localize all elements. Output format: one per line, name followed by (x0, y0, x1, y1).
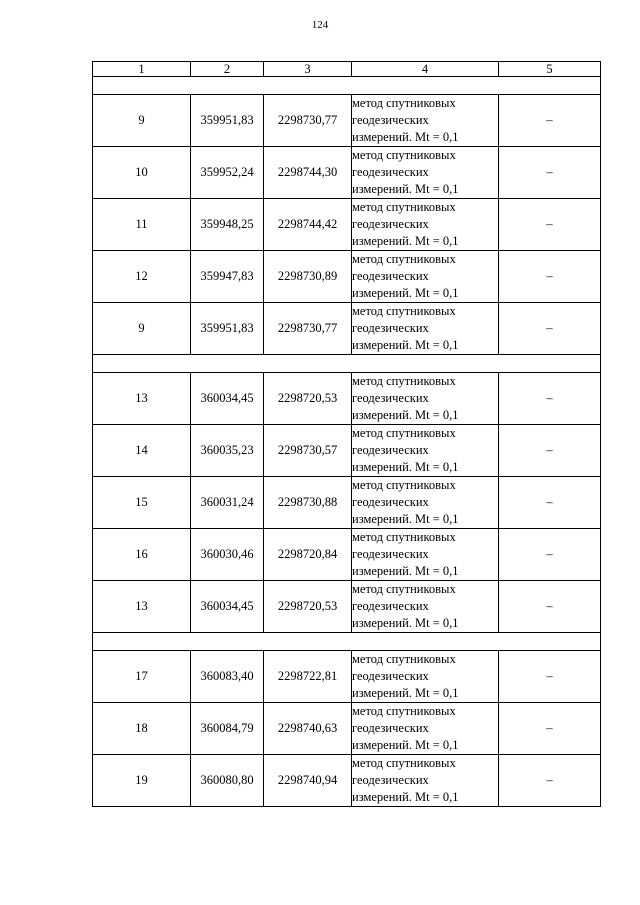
y-coordinate-cell: 2298720,53 (264, 373, 352, 425)
method-line: метод спутниковых (352, 478, 456, 492)
x-coordinate-cell: 359947,83 (191, 251, 264, 303)
table-row (93, 147, 601, 199)
note-cell: – (499, 651, 601, 703)
column-header-3: 3 (264, 62, 352, 77)
method-line: измерений. Mt = 0,1 (352, 738, 459, 752)
point-number-cell: 10 (93, 147, 191, 199)
table-row (93, 303, 601, 355)
method-line: геодезических (352, 547, 429, 561)
method-line: метод спутниковых (352, 200, 456, 214)
method-cell (352, 147, 499, 199)
method-line: метод спутниковых (352, 756, 456, 770)
group-separator-row (93, 77, 601, 95)
group-separator-cell (93, 355, 601, 373)
table-row (93, 477, 601, 529)
method-line: измерений. Mt = 0,1 (352, 182, 459, 196)
x-coordinate-cell: 360084,79 (191, 703, 264, 755)
y-coordinate-cell: 2298730,57 (264, 425, 352, 477)
method-line: измерений. Mt = 0,1 (352, 130, 459, 144)
method-line: измерений. Mt = 0,1 (352, 338, 459, 352)
coordinates-table-body (93, 62, 601, 807)
coordinates-table (92, 61, 601, 807)
y-coordinate-cell: 2298730,77 (264, 303, 352, 355)
note-cell: – (499, 303, 601, 355)
method-line: геодезических (352, 321, 429, 335)
table-row (93, 373, 601, 425)
y-coordinate-cell: 2298722,81 (264, 651, 352, 703)
point-number-cell: 16 (93, 529, 191, 581)
table-row (93, 651, 601, 703)
table-header-row (93, 62, 601, 77)
table-row (93, 529, 601, 581)
group-separator-cell (93, 77, 601, 95)
note-cell: – (499, 755, 601, 807)
method-cell (352, 703, 499, 755)
column-header-1: 1 (93, 62, 191, 77)
method-line: измерений. Mt = 0,1 (352, 790, 459, 804)
point-number-cell: 12 (93, 251, 191, 303)
table-row (93, 425, 601, 477)
method-line: геодезических (352, 599, 429, 613)
method-cell (352, 529, 499, 581)
point-number-cell: 15 (93, 477, 191, 529)
y-coordinate-cell: 2298730,77 (264, 95, 352, 147)
method-cell (352, 651, 499, 703)
method-cell (352, 95, 499, 147)
note-cell: – (499, 529, 601, 581)
method-line: метод спутниковых (352, 304, 456, 318)
x-coordinate-cell: 360030,46 (191, 529, 264, 581)
table-row (93, 251, 601, 303)
method-line: метод спутниковых (352, 704, 456, 718)
point-number-cell: 13 (93, 373, 191, 425)
method-line: измерений. Mt = 0,1 (352, 512, 459, 526)
method-line: измерений. Mt = 0,1 (352, 408, 459, 422)
y-coordinate-cell: 2298720,53 (264, 581, 352, 633)
group-separator-row (93, 355, 601, 373)
method-line: измерений. Mt = 0,1 (352, 286, 459, 300)
method-line: измерений. Mt = 0,1 (352, 616, 459, 630)
y-coordinate-cell: 2298730,88 (264, 477, 352, 529)
method-line: геодезических (352, 669, 429, 683)
method-line: метод спутниковых (352, 426, 456, 440)
x-coordinate-cell: 360034,45 (191, 581, 264, 633)
method-line: геодезических (352, 721, 429, 735)
method-line: геодезических (352, 495, 429, 509)
method-line: метод спутниковых (352, 582, 456, 596)
point-number-cell: 13 (93, 581, 191, 633)
point-number-cell: 18 (93, 703, 191, 755)
method-line: геодезических (352, 391, 429, 405)
method-line: метод спутниковых (352, 652, 456, 666)
method-cell (352, 477, 499, 529)
method-cell (352, 425, 499, 477)
y-coordinate-cell: 2298730,89 (264, 251, 352, 303)
note-cell: – (499, 703, 601, 755)
table-row (93, 199, 601, 251)
method-line: геодезических (352, 113, 429, 127)
note-cell: – (499, 477, 601, 529)
table-row (93, 581, 601, 633)
note-cell: – (499, 581, 601, 633)
point-number-cell: 19 (93, 755, 191, 807)
method-cell (352, 581, 499, 633)
y-coordinate-cell: 2298740,63 (264, 703, 352, 755)
table-row (93, 703, 601, 755)
column-header-5: 5 (499, 62, 601, 77)
x-coordinate-cell: 359952,24 (191, 147, 264, 199)
method-cell (352, 199, 499, 251)
x-coordinate-cell: 359948,25 (191, 199, 264, 251)
method-line: метод спутниковых (352, 96, 456, 110)
method-line: метод спутниковых (352, 252, 456, 266)
method-line: метод спутниковых (352, 374, 456, 388)
x-coordinate-cell: 359951,83 (191, 95, 264, 147)
group-separator-cell (93, 633, 601, 651)
note-cell: – (499, 199, 601, 251)
y-coordinate-cell: 2298744,42 (264, 199, 352, 251)
method-cell (352, 373, 499, 425)
x-coordinate-cell: 360035,23 (191, 425, 264, 477)
note-cell: – (499, 251, 601, 303)
method-cell (352, 755, 499, 807)
table-row (93, 95, 601, 147)
method-line: геодезических (352, 269, 429, 283)
method-cell (352, 303, 499, 355)
x-coordinate-cell: 360034,45 (191, 373, 264, 425)
x-coordinate-cell: 360031,24 (191, 477, 264, 529)
table-row (93, 755, 601, 807)
y-coordinate-cell: 2298720,84 (264, 529, 352, 581)
y-coordinate-cell: 2298744,30 (264, 147, 352, 199)
method-line: измерений. Mt = 0,1 (352, 686, 459, 700)
x-coordinate-cell: 359951,83 (191, 303, 264, 355)
page-number: 124 (311, 19, 329, 31)
column-header-2: 2 (191, 62, 264, 77)
y-coordinate-cell: 2298740,94 (264, 755, 352, 807)
method-line: метод спутниковых (352, 530, 456, 544)
method-line: геодезических (352, 165, 429, 179)
method-cell (352, 251, 499, 303)
x-coordinate-cell: 360083,40 (191, 651, 264, 703)
method-line: метод спутниковых (352, 148, 456, 162)
note-cell: – (499, 95, 601, 147)
point-number-cell: 17 (93, 651, 191, 703)
x-coordinate-cell: 360080,80 (191, 755, 264, 807)
column-header-4: 4 (352, 62, 499, 77)
point-number-cell: 11 (93, 199, 191, 251)
group-separator-row (93, 633, 601, 651)
method-line: измерений. Mt = 0,1 (352, 460, 459, 474)
method-line: измерений. Mt = 0,1 (352, 234, 459, 248)
method-line: геодезических (352, 217, 429, 231)
method-line: геодезических (352, 443, 429, 457)
method-line: геодезических (352, 773, 429, 787)
note-cell: – (499, 425, 601, 477)
point-number-cell: 9 (93, 303, 191, 355)
method-line: измерений. Mt = 0,1 (352, 564, 459, 578)
point-number-cell: 14 (93, 425, 191, 477)
note-cell: – (499, 373, 601, 425)
note-cell: – (499, 147, 601, 199)
point-number-cell: 9 (93, 95, 191, 147)
